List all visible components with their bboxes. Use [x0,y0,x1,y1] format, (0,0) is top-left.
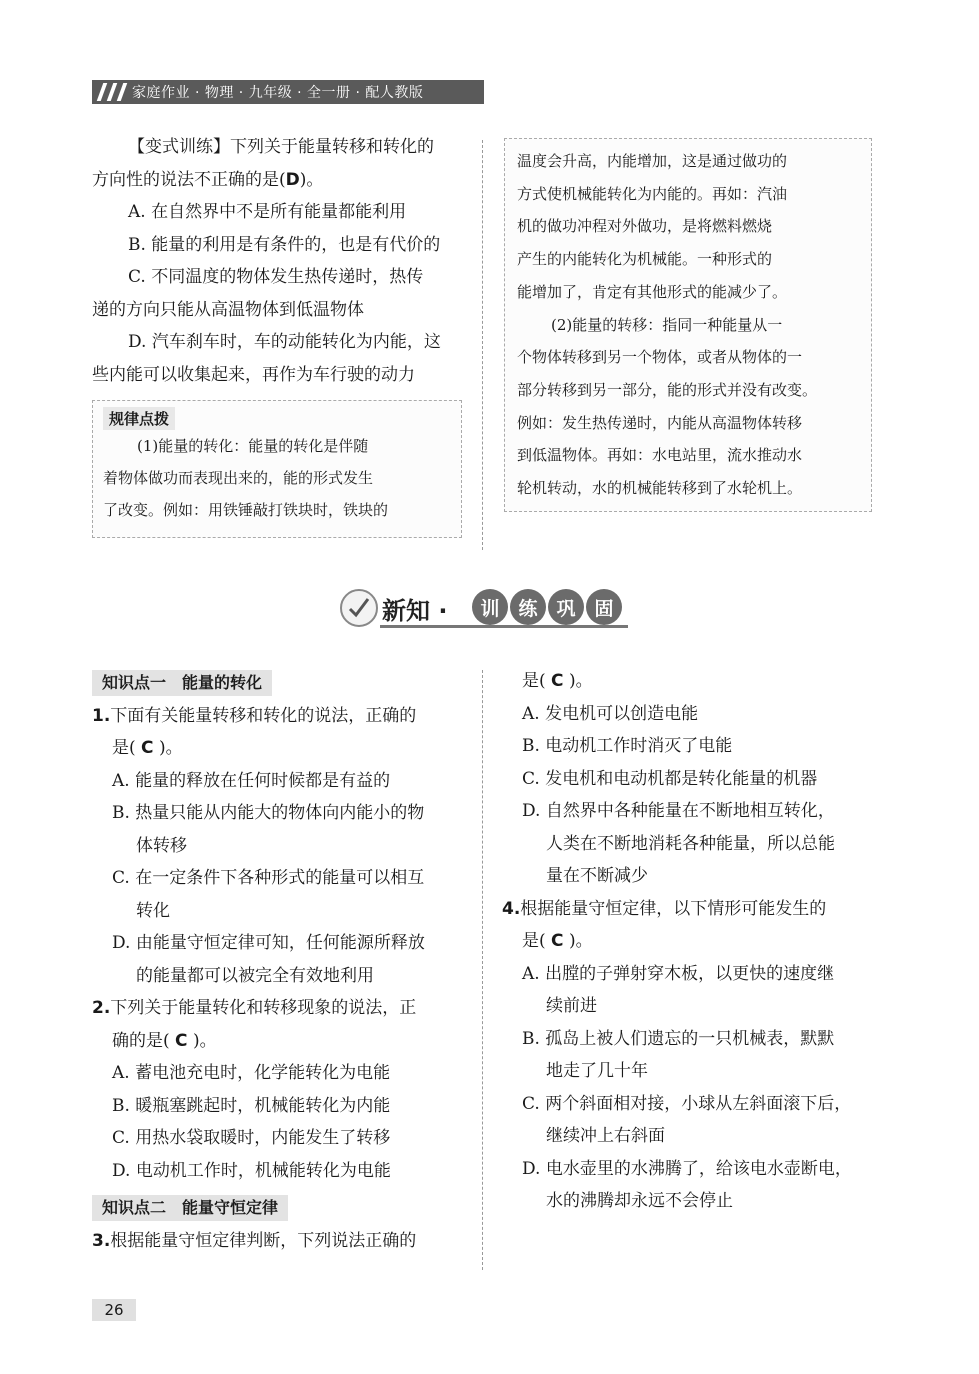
variant-stem-line2: 方向性的说法不正确的是( [92,169,286,190]
q3-stem2-post: )。 [568,671,593,691]
tip-line2: 着物体做功而表现出来的，能的形式发生 [103,469,374,487]
q1-option-d-cont: 的能量都可以被完全有效地利用 [136,965,374,986]
tip-cont-line1: 温度会升高，内能增加，这是通过做功的 [517,152,788,170]
tip-box [92,400,462,538]
q1-stem1: 下面有关能量转移和转化的说法，正确的 [110,705,417,726]
q1-option-d: D. 由能量守恒定律可知，任何能源所释放 [112,933,425,953]
knowledge-point-1: 知识点一 能量的转化 [92,670,272,696]
variant-option-a: A. 在自然界中不是所有能量都能利用 [128,202,407,222]
column-divider-top [482,140,483,550]
section-banner [340,585,630,633]
tip-cont-line5: 能增加了，肯定有其他形式的能减少了。 [517,282,788,301]
q2-stem2: 确的是( [112,1030,170,1051]
page-header [92,80,484,104]
q4-stem2-post: )。 [568,931,593,951]
q4-option-d-cont: 水的沸腾却永远不会停止 [546,1191,733,1211]
variant-option-b: B. 能量的利用是有条件的，也是有代价的 [128,234,441,255]
banner-circle-2: 练 [510,589,546,625]
q1-option-a: A. 能量的释放在任何时候都是有益的 [112,770,391,791]
q2-stem1: 下列关于能量转化和转移现象的说法，正 [110,998,417,1018]
left-column [92,667,472,1257]
q1-option-b-cont: 体转移 [136,835,187,856]
tip-cont-line3: 机的做功冲程对外做功，是将燃料燃烧 [517,217,773,236]
q3-option-d: D. 自然界中各种能量在不断地相互转化， [522,801,835,821]
q1-option-c: C. 在一定条件下各种形式的能量可以相互 [112,868,425,888]
tip-line1: (1)能量的转化：能量的转化是伴随 [137,437,369,455]
variant-stem-line1: 【变式训练】下列关于能量转移和转化的 [128,137,434,157]
tip-cont-line7: 个物体转移到另一个物体，或者从物体的一 [517,348,803,367]
q2-option-b: B. 暖瓶塞跳起时，机械能转化为内能 [112,1095,391,1116]
q2-stem2-post: )。 [192,1030,217,1051]
q1-number: 1. [92,705,111,726]
tip-cont-line9: 例如：发生热传递时，内能从高温物体转移 [517,413,803,432]
tip-cont-line4: 产生的内能转化为机械能。一种形式的 [517,250,773,269]
q4-option-b: B. 孤岛上被人们遗忘的一只机械表，默默 [522,1028,835,1049]
q3-option-d-cont2: 量在不断减少 [546,866,648,886]
q3-option-a: A. 发电机可以创造电能 [522,703,699,724]
banner-circle-3: 巩 [548,589,584,625]
banner-underline [380,625,628,628]
page-number: 26 [92,1299,136,1321]
q3-number: 3. [92,1230,111,1251]
q4-stem1: 根据能量守恒定律，以下情形可能发生的 [520,898,827,919]
q1-option-c-cont: 转化 [136,900,170,921]
q3-stem2: 是( [522,671,546,691]
q3-option-b: B. 电动机工作时消灭了电能 [522,736,733,756]
q4-option-c: C. 两个斜面相对接，小球从左斜面滚下后， [522,1093,852,1114]
variant-option-d: D. 汽车刹车时，车的动能转化为内能，这 [128,332,441,352]
knowledge-point-2: 知识点二 能量守恒定律 [92,1195,288,1221]
tip-line3: 了改变。例如：用铁锤敲打铁块时，铁块的 [103,501,389,519]
tip-cont-line8: 部分转移到另一部分，能的形式并没有改变。 [517,380,818,399]
banner-title: 新知 · [382,597,448,625]
tip-cont-line2: 方式使机械能转化为内能的。再如：汽油 [517,184,788,203]
header-slash-decoration [92,80,132,104]
q4-option-b-cont: 地走了几十年 [546,1061,648,1081]
banner-circle-1: 训 [472,589,508,625]
q2-option-a: A. 蓄电池充电时，化学能转化为电能 [112,1063,391,1083]
q3-stem1: 根据能量守恒定律判断，下列说法正确的 [110,1230,417,1251]
variant-answer: D [285,169,300,190]
q1-stem2: 是( [112,738,136,758]
q4-answer: C [551,931,564,951]
variant-answer-tail: )。 [299,169,324,190]
header-title: 家庭作业 · 物理 · 九年级 · 全一册 · 配人教版 [132,85,424,101]
q1-stem2-post: )。 [158,738,183,758]
variant-option-c-cont: 递的方向只能从高温物体到低温物体 [92,299,364,320]
banner-circles [472,589,622,625]
variant-training [92,131,472,391]
q3-answer: C [551,671,564,691]
q4-option-c-cont: 继续冲上右斜面 [546,1126,665,1146]
q2-number: 2. [92,998,111,1018]
q2-option-d: D. 电动机工作时，机械能转化为电能 [112,1160,391,1181]
q1-answer: C [141,738,154,758]
variant-option-d-cont: 些内能可以收集起来，再作为车行驶的动力 [92,364,415,385]
q4-number: 4. [502,898,521,919]
q4-option-a-cont: 续前进 [546,996,597,1016]
tip-cont-line6: (2)能量的转移：指同一种能量从一 [551,315,783,334]
banner-circle-4: 固 [586,589,622,625]
q2-answer: C [175,1030,188,1051]
q4-stem2: 是( [522,931,546,951]
tip-box-continued [504,138,872,512]
column-divider-bottom [482,670,483,1270]
tip-cont-line10: 到低温物体。再如：水电站里，流水推动水 [517,446,803,465]
q2-option-c: C. 用热水袋取暖时，内能发生了转移 [112,1128,391,1148]
tip-cont-line11: 轮机转动，水的机械能转移到了水轮机上。 [517,479,803,498]
variant-option-c: C. 不同温度的物体发生热传递时，热传 [128,267,424,287]
q4-option-d: D. 电水壶里的水沸腾了，给该电水壶断电， [522,1158,852,1179]
q4-option-a: A. 出膛的子弹射穿木板，以更快的速度继 [522,963,835,984]
right-column [502,665,882,1218]
q1-option-b: B. 热量只能从内能大的物体向内能小的物 [112,803,425,823]
q3-option-c: C. 发电机和电动机都是转化能量的机器 [522,768,818,789]
tip-box-title: 规律点拨 [103,407,175,430]
q3-option-d-cont1: 人类在不断地消耗各种能量，所以总能 [546,833,835,854]
pencil-check-icon [340,589,378,627]
